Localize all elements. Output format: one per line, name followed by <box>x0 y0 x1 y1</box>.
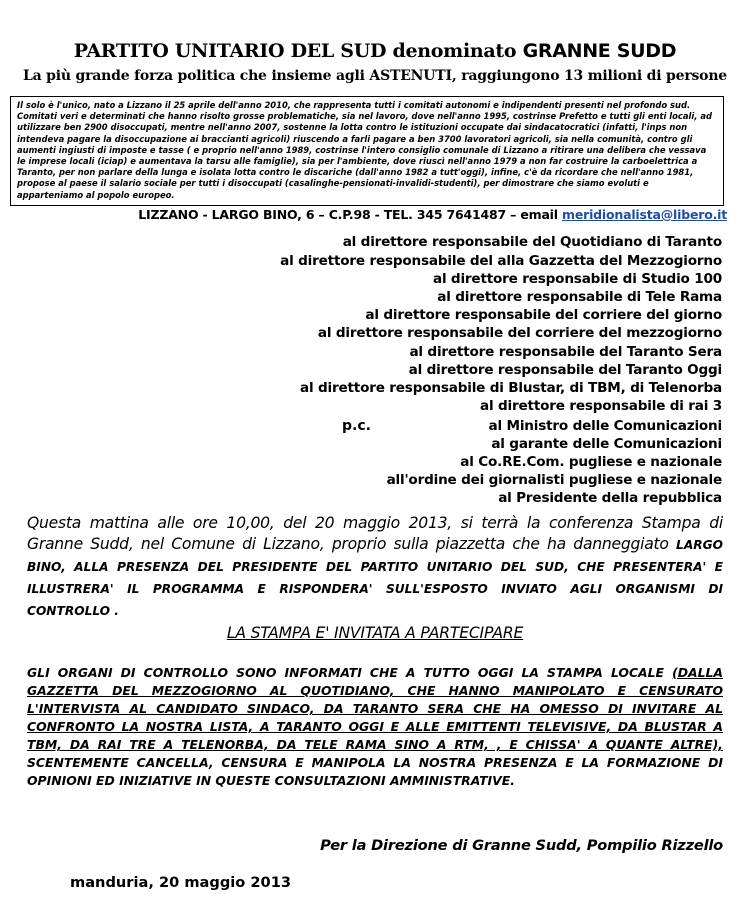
recipient-item: al direttore responsabile di Studio 100 <box>432 271 722 287</box>
recipient-item: all'ordine dei giornalisti pugliese e nazionale <box>386 472 722 488</box>
pc-label: p.c. <box>342 418 371 434</box>
contact-line <box>0 207 727 222</box>
warning-paragraph <box>27 664 723 790</box>
recipient-item: al direttore responsabile di rai 3 <box>480 398 722 414</box>
warning-part2: SCENTEMENTE CANCELLA, CENSURA E MANIPOLA LA NOSTRA PRESENZA E LA FORMAZIONE DI OPINIONI ED INIZIATIVE IN QUESTE CONSULTAZIONI AMMINISTRATIVE. <box>27 755 723 788</box>
recipient-item: al direttore responsabile del Taranto Sera <box>409 344 722 360</box>
warning-underlined: (DALLA GAZZETTA DEL MEZZOGIORNO AL QUOTIDIANO, CHE HANNO MANIPOLATO E CENSURATO L'INTERVISTA AL CANDIDATO SINDACO, DA TARANTO SERA CHE HA OMESSO DI INVITARE AL CONFRONTO LA NOSTRA LISTA, A TARANTO OGGI E ALLE EMITTENTI TELEVISIVE, DA BLUSTAR A TBM, DA RAI TRE A TELENORBA, DA TELE RAMA SINO A RTM, , E CHISSA' A QUANTE ALTRE), <box>27 665 723 752</box>
announcement-caps: LARGO BINO, ALLA PRESENZA DEL PRESIDENTE DEL PARTITO UNITARIO DEL SUD, CHE PRESENTERA' E ILLUSTRERA' IL PROGRAMMA E RISPONDERA' SULL'ESPOSTO INVIATO AGLI ORGANISMI DI CONTROLLO . <box>27 538 723 618</box>
press-invite: LA STAMPA E' INVITATA A PARTECIPARE <box>226 624 524 642</box>
intro-box <box>10 96 724 206</box>
recipient-item: al direttore responsabile di Blustar, di TBM, di Telenorba <box>300 380 722 396</box>
warning-part1: GLI ORGANI DI CONTROLLO SONO INFORMATI CHE A TUTTO OGGI LA STAMPA LOCALE <box>27 665 673 680</box>
recipient-item: al Presidente della repubblica <box>498 490 722 506</box>
title-prefix: PARTITO UNITARIO DEL SUD denominato <box>73 40 523 62</box>
contact-address: LIZZANO - LARGO BINO, 6 – C.P.98 - TEL. 345 7641487 – email <box>138 207 563 222</box>
recipient-item: al direttore responsabile del alla Gazzetta del Mezzogiorno <box>280 253 722 269</box>
signature: Per la Direzione di Granne Sudd, Pompilio Rizzello <box>320 837 723 854</box>
title-brand: GRANNE SUDD <box>522 40 677 62</box>
recipient-item: al direttore responsabile del corriere del giorno <box>365 307 722 323</box>
recipient-item: al direttore responsabile di Tele Rama <box>437 289 722 305</box>
page-title <box>0 40 750 62</box>
recipient-item: al direttore responsabile del Taranto Oggi <box>408 362 722 378</box>
recipient-item: al garante delle Comunicazioni <box>491 436 722 452</box>
page-subtitle: La più grande forza politica che insieme agli ASTENUTI, raggiungono 13 milioni di persone <box>22 68 728 84</box>
recipient-item: al direttore responsabile del corriere del mezzogiorno <box>317 325 722 341</box>
intro-text: Il solo è l'unico, nato a Lizzano il 25 aprile dell'anno 2010, che rappresenta tutti i comitati autonomi e indipendenti presenti nel profondo sud. Comitati veri e determinati che hanno risolto grosse problematiche, sia nel lavoro, dove nell'anno 1995, costrinse Prefetto e tutti gli enti locali, ad utilizzare ben 2900 disoccupati, mentre nell'anno 2007, sostenne la lotta contro le istituzioni occupate dai sindacatocratici (infatti, l'inps non intendeva pagare la disoccupazione ai braccianti agricoli) riuscendo a farli pagare a ben 3700 lavoratori agricoli, sia nella comunità, contro gli aumenti ingiusti di imposte e tasse ( e proprio nell'anno 1989, costrinse l'intero consiglio comunale di Lizzano a ritirare una delibera che vessava le imprese locali (iciap) e aumentava la tarsu alle famiglie), sia per l'ambiente, dove riuscì nell'anno 1979 a non far costruire la carboelettrica a Taranto, per non parlare della lunga e isolata lotta contro le discariche (dall'anno 1982 a tutt'oggi), infine, c'è da ricordare che nell'anno 1981, propose al paese il salario sociale per tutti i disoccupati (casalinghe-pensionati-invalidi-studenti), per dimostrare che siamo evoluti e apparteniamo al popolo europeo. <box>17 100 713 200</box>
recipient-item: al Ministro delle Comunicazioni <box>488 418 722 434</box>
announcement-lead: Questa mattina alle ore 10,00, del 20 maggio 2013, si terrà la conferenza Stampa di Granne Sudd, nel Comune di Lizzano, proprio sulla piazzetta che ha danneggiato <box>27 514 723 553</box>
announcement-paragraph <box>27 513 723 622</box>
place-date: manduria, 20 maggio 2013 <box>70 874 292 891</box>
recipient-item: al direttore responsabile del Quotidiano di Taranto <box>342 234 722 250</box>
recipient-item: al Co.RE.Com. pugliese e nazionale <box>460 454 722 470</box>
email-link[interactable]: meridionalista@libero.it <box>562 207 727 222</box>
